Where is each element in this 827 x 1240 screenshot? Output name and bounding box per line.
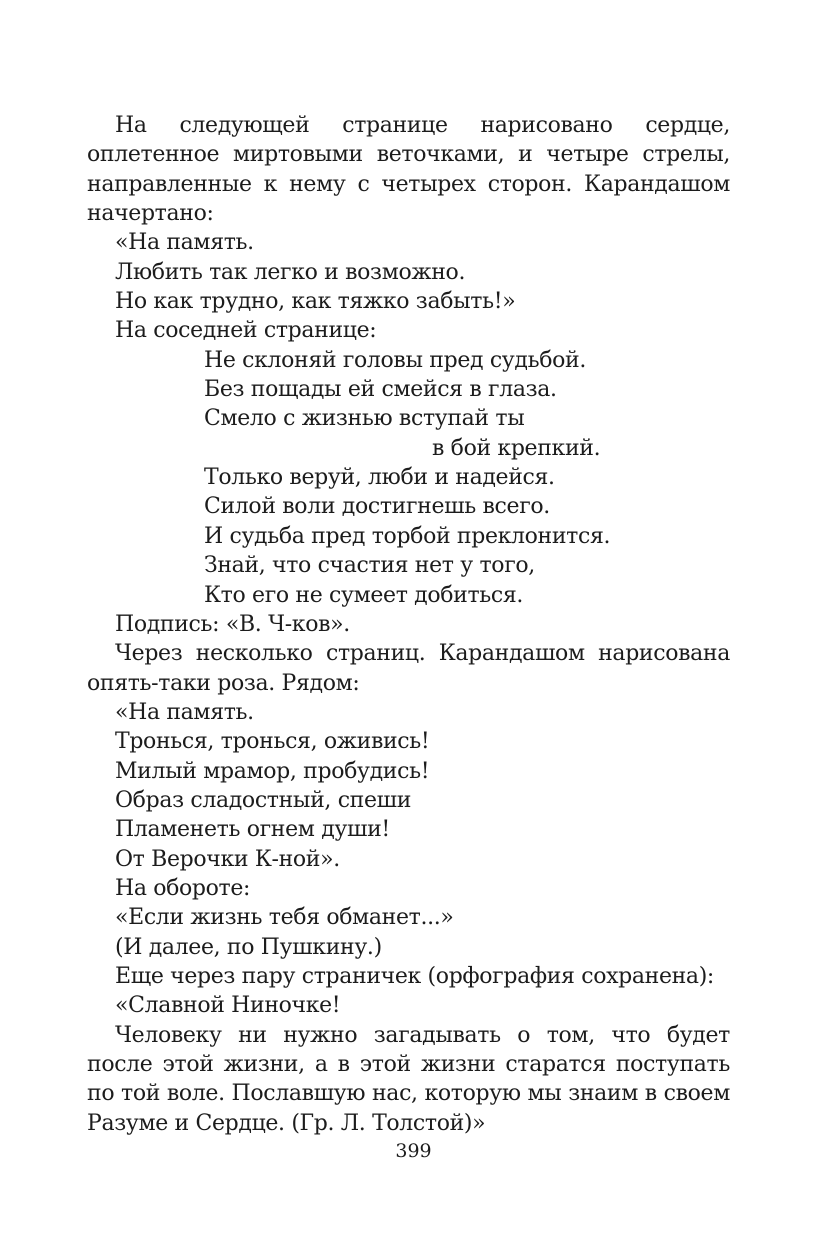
paragraph: На соседней странице: — [115, 318, 377, 344]
poem-line: Кто его не сумеет добиться. — [204, 582, 524, 608]
paragraph: Но как трудно, как тяжко забыть!» — [115, 289, 516, 315]
poem-line: Без пощады ей смейся в глаза. — [204, 377, 557, 403]
page-number: 399 — [395, 1140, 432, 1162]
poem-line: И судьба пред торбой преклонится. — [204, 523, 611, 549]
paragraph: Любить так легко и возможно. — [115, 259, 466, 285]
poem-line: Знай, что счастия нет у того, — [204, 553, 535, 579]
paragraph: Еще через пару страничек (орфография сохранена): — [115, 963, 714, 989]
poem-line: Смело с жизнью вступай ты — [204, 406, 525, 432]
poem-line: Только веруй, люби и надейся. — [204, 465, 555, 491]
paragraph: От Верочки К-ной». — [115, 846, 340, 872]
paragraph: На следующей странице нарисовано сердце, оплетенное миртовыми веточками, и четыре стрелы, направленные к нему с четырех сторон. Карандашом начертано: — [87, 113, 730, 227]
paragraph: «На память. — [115, 699, 254, 725]
page-text — [87, 111, 730, 1138]
paragraph: (И далее, по Пушкину.) — [115, 934, 382, 960]
paragraph: «На память. — [115, 230, 254, 256]
paragraph: Человеку ни нужно загадывать о том, что будет после этой жизни, а в этой жизни старатся поступать по той воле. Пославшую нас, которую мы знаим в своем Разуме и Сердце. (Гр. Л. Толстой)» — [87, 1022, 730, 1136]
paragraph: Пламенеть огнем души! — [115, 817, 390, 843]
poem — [87, 346, 730, 610]
paragraph: «Если жизнь тебя обманет...» — [115, 905, 454, 931]
paragraph: На обороте: — [115, 875, 251, 901]
paragraph: Милый мрамор, пробудись! — [115, 758, 430, 784]
paragraph: Через несколько страниц. Карандашом нарисована опять-таки роза. Рядом: — [87, 641, 730, 696]
poem-line: Не склоняй головы пред судьбой. — [204, 347, 586, 373]
paragraph: Подпись: «В. Ч-ков». — [115, 611, 350, 637]
paragraph: Образ сладостный, спеши — [115, 787, 412, 813]
paragraph: «Славной Ниночке! — [115, 993, 341, 1019]
poem-line-continuation: в бой крепкий. — [432, 435, 601, 461]
poem-line: Силой воли достигнешь всего. — [204, 494, 550, 520]
paragraph: Тронься, тронься, оживись! — [115, 729, 430, 755]
